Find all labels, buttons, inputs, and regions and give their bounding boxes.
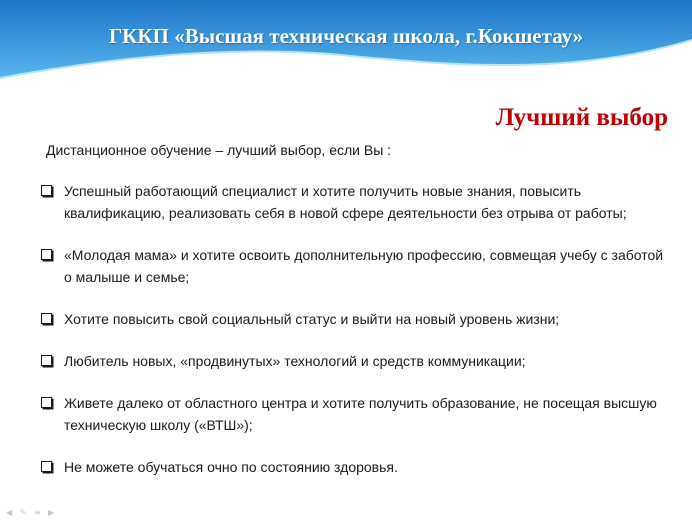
checkbox-bullet-icon bbox=[41, 185, 52, 196]
list-item-text: Хотите повысить свой социальный статус и выйти на новый уровень жизни; bbox=[64, 311, 560, 327]
list-item-text: Любитель новых, «продвинутых» технологий и средств коммуникации; bbox=[64, 353, 526, 369]
intro-text: Дистанционное обучение – лучший выбор, если Вы : bbox=[46, 142, 392, 158]
list-item-text: Не можете обучаться очно по состоянию здоровья. bbox=[64, 459, 398, 475]
list-item bbox=[38, 180, 668, 224]
list-item-text: «Молодая мама» и хотите освоить дополнительную профессию, совмещая учебу с заботой о малыше и семье; bbox=[64, 247, 664, 285]
checkbox-bullet-icon bbox=[41, 461, 52, 472]
benefits-list bbox=[38, 180, 668, 498]
list-item bbox=[38, 244, 668, 288]
slideshow-navigation bbox=[6, 510, 56, 516]
prev-arrow-icon[interactable]: ◀ bbox=[6, 508, 13, 517]
menu-icon[interactable]: ≡ bbox=[34, 508, 41, 517]
pen-icon[interactable]: ✎ bbox=[20, 508, 27, 517]
organization-title: ГККП «Высшая техническая школа, г.Кокшетау» bbox=[108, 24, 584, 48]
next-arrow-icon[interactable]: ▶ bbox=[48, 508, 55, 517]
slide-title: Лучший выбор bbox=[495, 104, 668, 131]
list-item bbox=[38, 392, 668, 436]
header-banner bbox=[0, 0, 692, 80]
list-item bbox=[38, 308, 668, 330]
checkbox-bullet-icon bbox=[41, 397, 52, 408]
checkbox-bullet-icon bbox=[41, 355, 52, 366]
checkbox-bullet-icon bbox=[41, 313, 52, 324]
checkbox-bullet-icon bbox=[41, 249, 52, 260]
list-item-text: Живете далеко от областного центра и хотите получить образование, не посещая высшую техническую школу («ВТШ»); bbox=[64, 395, 657, 433]
list-item-text: Успешный работающий специалист и хотите получить новые знания, повысить квалификацию, реализовать себя в новой сфере деятельности без отрыва от работы; bbox=[64, 183, 627, 221]
list-item bbox=[38, 350, 668, 372]
list-item bbox=[38, 456, 668, 478]
